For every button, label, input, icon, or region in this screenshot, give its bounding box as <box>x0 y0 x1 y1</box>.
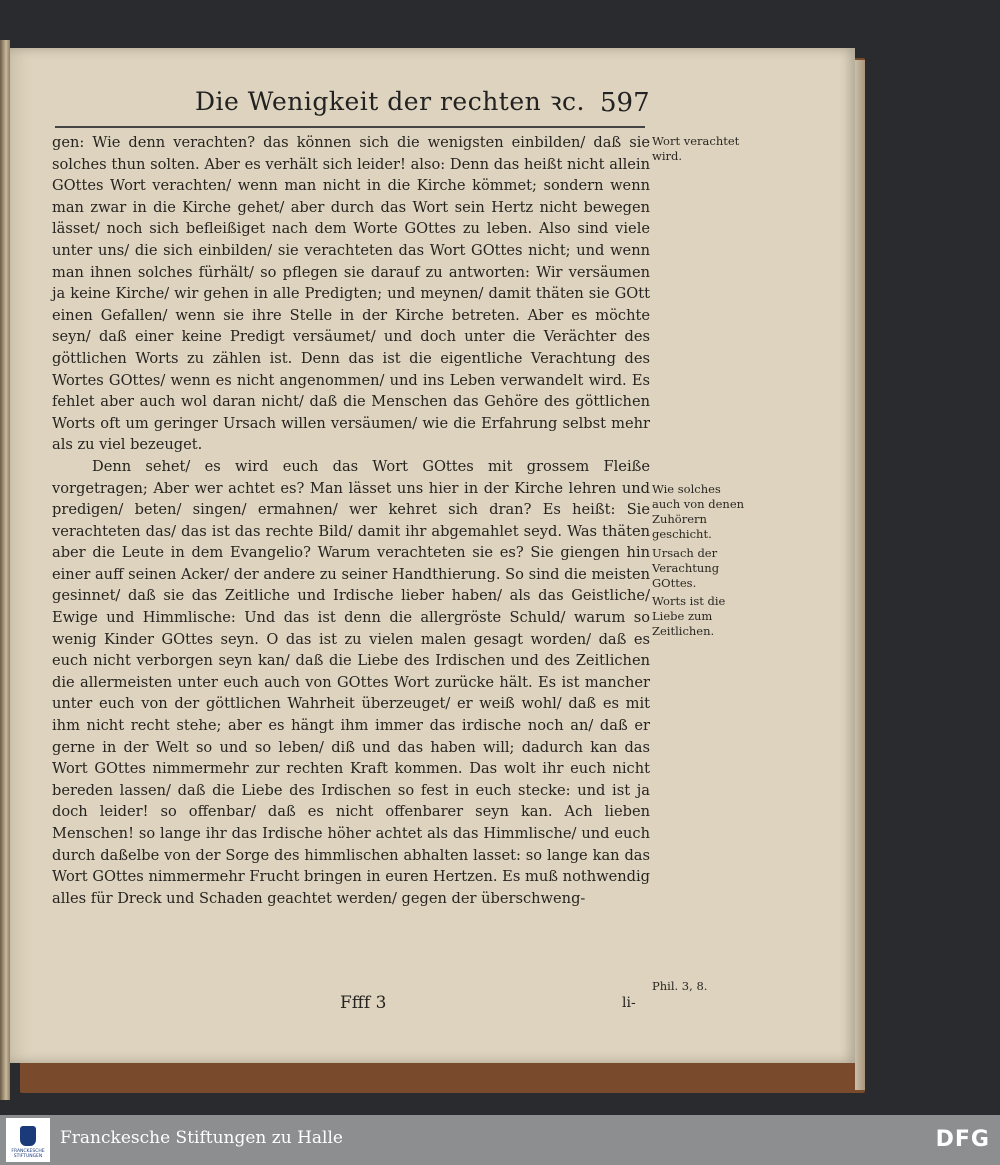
page-edge <box>855 60 865 1090</box>
margin-note: Wort verachtet wird. <box>652 134 740 163</box>
signature-mark: Ffff 3 <box>340 993 387 1013</box>
header-rule <box>55 126 645 128</box>
margin-note: Ursach der Verachtung GOttes. <box>652 546 720 590</box>
paragraph: gen: Wie denn verachten? das können sich die wenigsten einbilden/ daß sie solches thun solten. Aber es verhält sich leider! also: Denn das heißt nicht allein GOttes Wort verachten/ wenn man nicht in die Kirche kömmet; sondern wenn man zwar in die Kirche gehet/ aber durch das Wort sein Hertz nicht bewegen lässet/ noch sich befleißiget nach dem Worte GOttes zu leben. Also sind viele unter uns/ die sich einbilden/ sie verachteten das Wort GOttes nicht; und wenn man ihnen solches fürhält/ so pflegen sie darauf zu antworten: Wir versäumen ja keine Kirche/ wir gehen in alle Predigten; und meynen/ damit thäten sie GOtt einen Gefallen/ wenn sie ihre Stelle in der Kirche betreten. Aber es möchte seyn/ daß einer keine Predigt versäumet/ und doch unter die Verächter des göttlichen Worts zu zählen ist. Denn das ist die eigentliche Verachtung des Wortes GOttes/ wenn es nicht angenommen/ und ins Leben verwandelt wird. Es fehlet aber auch wol daran nicht/ daß die Menschen das Gehöre des göttlichen Worts oft um geringer Ursach willen versäumen/ wie die Erfahrung selbst mehr als zu viel bezeuget. <box>52 134 650 454</box>
crest-icon <box>20 1126 36 1146</box>
scanned-page <box>10 48 855 1063</box>
footer-bar <box>0 1115 1000 1165</box>
left-book-edge <box>0 40 10 1100</box>
margin-note: Wie solches auch von denen Zuhörern geschicht. <box>652 482 745 541</box>
margin-note: Phil. 3, 8. <box>652 979 708 993</box>
paragraph: Denn sehet/ es wird euch das Wort GOttes mit grossem Fleiße vorgetragen; Aber wer achtet es? Man lässet uns hier in der Kirche lehren und predigen/ beten/ singen/ ermahnen/ wer kehret sich dran? Es heißt: Sie verachteten das/ das ist das rechte Bild/ damit ihr abgemahlet seyd. Was thäten aber die Leute in dem Evangelio? Warum verachteten sie es? Sie giengen hin einer auff seinen Acker/ der andere zu seiner Handthierung. So sind die meisten gesinnet/ daß sie das Zeitliche und Irdische lieber haben/ als das Geistliche/ Ewige und Himmlische: Und das ist denn die allergröste Schuld/ warum so wenig Kinder GOttes seyn. O das ist zu vielen malen gesagt worden/ daß es euch nicht verborgen seyn kan/ daß die Liebe des Irdischen und des Zeitlichen die allermeisten unter euch auch von GOttes Wort zurücke hält. Es ist mancher unter euch von der göttlichen Wahrheit überzeuget/ er weiß wohl/ daß es mit ihm nicht recht stehe; aber es hängt ihm immer das irdische noch an/ daß er gerne in der Welt so und so leben/ diß und das haben will; dadurch kan das Wort GOttes nimmermehr zur rechten Kraft kommen. Das wolt ihr euch nicht bereden lassen/ daß die Liebe des Irdischen so fest in euch stecke: und ist ja doch leider! so offenbar/ daß es nicht offenbarer seyn kan. Ach lieben Menschen! so lange ihr das Irdische höher achtet als das Himmlische/ und euch durch daßelbe von der Sorge des himmlischen abhalten lasset: so lange kan das Wort GOttes nimmermehr Frucht bringen in euren Hertzen. Es muß nothwendig alles für Dreck und Schaden geachtet werden/ gegen der überschweng- <box>52 457 650 907</box>
institution-name[interactable]: Franckesche Stiftungen zu Halle <box>60 1128 343 1148</box>
body-text <box>52 132 650 909</box>
catchword: li- <box>622 995 636 1011</box>
dfg-logo[interactable]: DFG <box>935 1127 990 1152</box>
page-number: 597 <box>600 88 650 118</box>
margin-note: Worts ist die Liebe zum Zeitlichen. <box>652 594 726 638</box>
logo-caption: FRANCKESCHE STIFTUNGEN <box>11 1149 45 1159</box>
running-head: Die Wenigkeit der rechten ꝛc. <box>195 87 585 116</box>
institution-logo[interactable] <box>6 1118 50 1162</box>
